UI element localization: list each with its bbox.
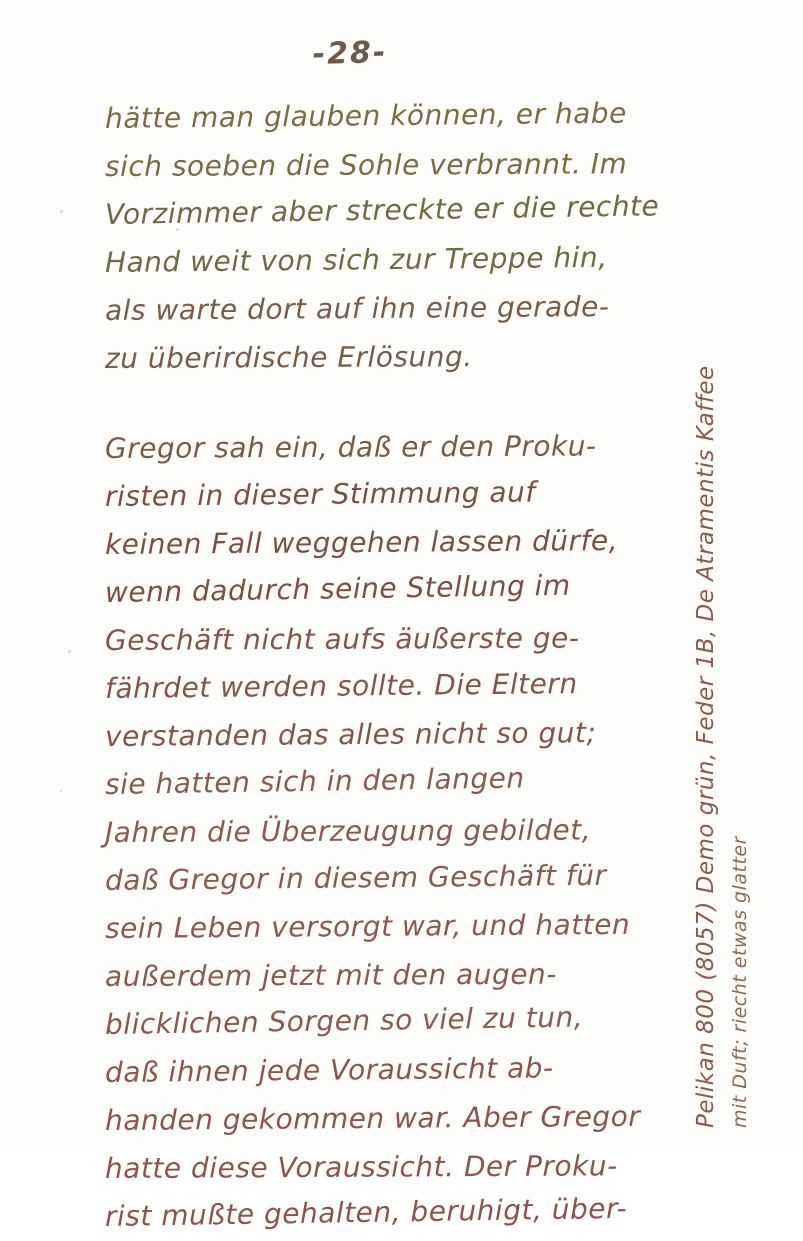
text-line: hätte man glauben können, er habe <box>104 96 627 135</box>
margin-annotation-sub: mit Duft; riecht etwas glatter <box>729 836 751 1128</box>
text-line: sein Leben versorgt war, und hatten <box>104 907 631 945</box>
paragraph-1 <box>105 95 700 383</box>
page-number: -28- <box>312 35 388 72</box>
text-line: Gregor sah ein, daß er den Proku- <box>104 429 597 465</box>
text-line: blicklichen Sorgen so viel zu tun, <box>104 1000 584 1041</box>
text-line: fährdet werden sollte. Die Eltern <box>104 667 578 705</box>
paper-speck <box>60 790 62 792</box>
text-line: rist mußte gehalten, beruhigt, über- <box>104 1191 628 1233</box>
text-line: hatte diese Voraussicht. Der Proku- <box>104 1149 618 1185</box>
text-line: Geschäft nicht aufs äußerste ge- <box>104 621 580 657</box>
text-line: handen gekommen war. Aber Gregor <box>104 1099 641 1137</box>
paper-speck <box>68 650 71 653</box>
text-line: verstanden das alles nicht so gut; <box>104 716 597 753</box>
text-line: als warte dort auf ihn eine gerade- <box>104 290 610 327</box>
text-line: keinen Fall weggehen lassen dürfe, <box>104 523 619 561</box>
text-line: Jahren die Überzeugung gebildet, <box>104 813 592 849</box>
text-line: wenn dadurch seine Stellung im <box>104 568 571 609</box>
margin-annotation <box>693 0 781 1146</box>
text-line: Vorzimmer aber streckte er die rechte <box>104 189 660 231</box>
text-line: außerdem jetzt mit den augen- <box>104 957 557 993</box>
text-line: zu überirdische Erlösung. <box>104 340 473 375</box>
margin-annotation-main: Pelikan 800 (8057) Demo grün, Feder 1B, De Atramentis Kaffee <box>693 365 719 1128</box>
text-line: sie hatten sich in den langen <box>104 761 525 801</box>
paragraph-2 <box>105 425 700 1241</box>
paper-speck <box>60 210 63 213</box>
text-line: daß ihnen jede Voraussicht ab- <box>104 1051 554 1089</box>
text-line: sich soeben die Sohle verbrannt. Im <box>104 147 628 183</box>
handwritten-text-body <box>105 95 700 1241</box>
text-line: daß Gregor in diesem Geschäft für <box>104 858 607 897</box>
text-line: Hand weit von sich zur Treppe hin, <box>104 240 608 279</box>
text-line: risten in dieser Stimmung auf <box>104 475 536 513</box>
